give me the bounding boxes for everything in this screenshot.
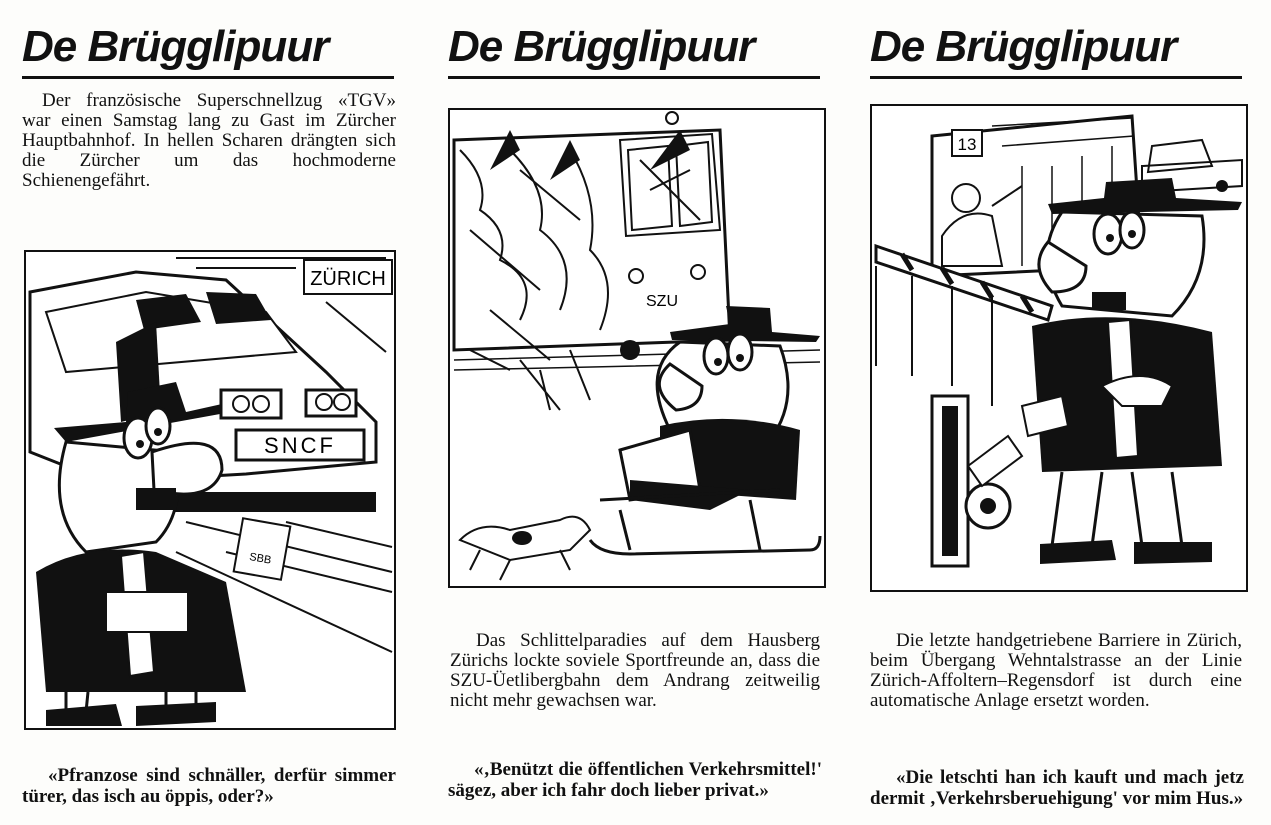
quote-text: «Die letschti han ich kauft und mach jetz dermit ‚Verkehrsberuehigung' vor mim Hus.»: [870, 767, 1244, 809]
title-rule: [870, 76, 1242, 79]
column-title: De Brügglipuur: [870, 22, 1177, 71]
quote-text: «‚Benützt die öffentlichen Verkehrsmittel!' sägez, aber ich fahr doch lieber privat.»: [448, 759, 822, 801]
quote-text: «Pfranzose sind schnäller, derfür simmer türer, das isch au öppis, oder?»: [22, 765, 396, 807]
title-rule: [22, 76, 394, 79]
station-sign-label: ZÜRICH: [310, 268, 386, 290]
cartoon-barrier-illustration: [872, 106, 1246, 590]
tram-number: 13: [957, 135, 977, 154]
szu-label: SZU: [646, 293, 678, 310]
column-1: [22, 0, 400, 807]
column-title: De Brügglipuur: [448, 22, 755, 71]
column-title: De Brügglipuur: [22, 22, 329, 71]
cartoon-tgv-illustration: [26, 252, 394, 728]
cartoon-sled: [448, 108, 826, 588]
caption-text: Das Schlittelparadies auf dem Hausberg Zürichs lockte soviele Sportfreunde an, dass die SZU-Üetlibergbahn dem Andrang zeitweilig nicht mehr gewachsen war.: [450, 630, 820, 711]
column-2: [448, 0, 824, 801]
sncf-label: SNCF: [264, 433, 336, 458]
title-rule: [448, 76, 820, 79]
caption-text: Die letzte handgetriebene Barriere in Zürich, beim Übergang Wehntalstrasse an der Linie Zürich-Affoltern–Regensdorf ist durch eine automatische Anlage ersetzt worden.: [870, 630, 1242, 711]
ticket-label: SBB: [248, 551, 273, 567]
intro-text: Der französische Superschnellzug «TGV» war einen Samstag lang zu Gast im Zürcher Hauptbahnhof. In hellen Scharen drängten sich die Zürcher um das hochmoderne Schienengefährt.: [22, 90, 396, 191]
cartoon-tgv: [24, 250, 396, 730]
ticket: [234, 518, 291, 580]
column-3: [870, 0, 1248, 809]
character-nose: [152, 443, 222, 494]
cartoon-sled-illustration: [450, 110, 824, 586]
cartoon-barrier: [870, 104, 1248, 592]
